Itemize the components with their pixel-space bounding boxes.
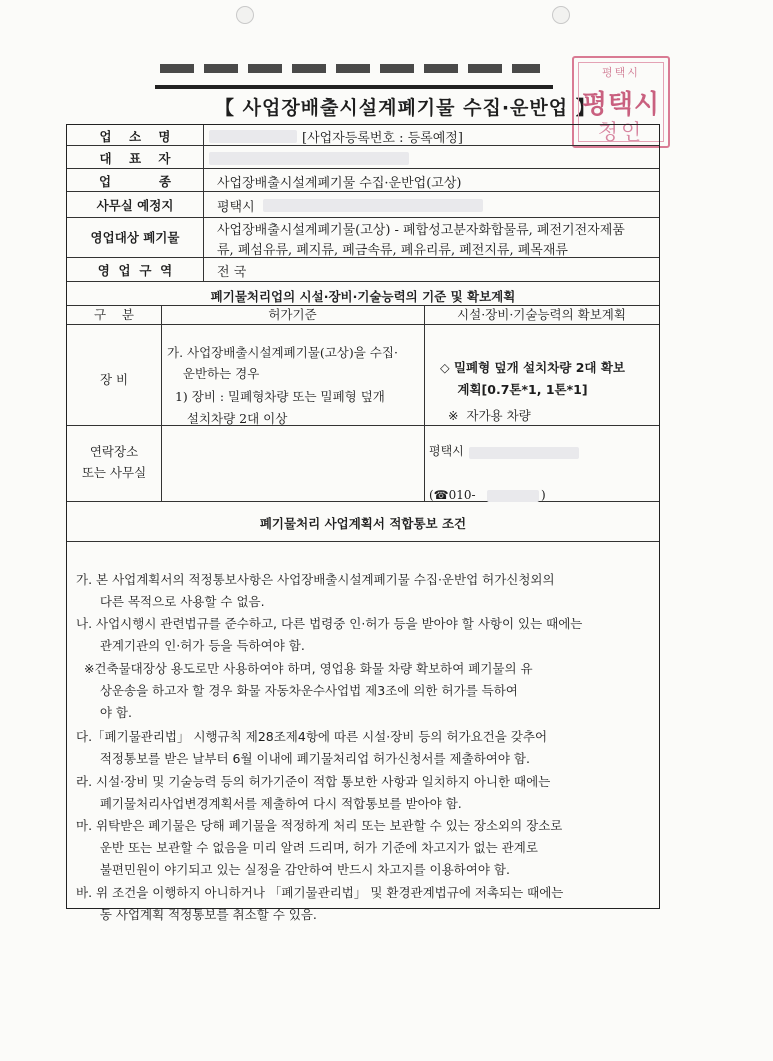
contact-phone: (☎010-: [429, 488, 476, 502]
facility-header-plan: 시설·장비·기술능력의 확보계획: [457, 307, 626, 322]
cropped-title-remnant: [160, 64, 540, 73]
condition-line: 동 사업계획 적정통보를 취소할 수 있음.: [76, 907, 317, 922]
condition-line: 적정통보를 받은 날부터 6월 이내에 폐기물처리업 허가신청서를 제출하여야 함.: [76, 751, 530, 766]
redacted-office-address: [263, 199, 483, 212]
seal-text-bottom: 청인: [597, 120, 645, 144]
condition-note-line: ※건축물대장상 용도로만 사용하여야 하며, 영업용 화물 차량 확보하여 폐기물의 유: [76, 661, 533, 676]
title-rule: [155, 85, 553, 89]
condition-line: 나. 사업시행시 관련법규를 준수하고, 다른 법령중 인·허가 등을 받아야 할 사항이 있는 때에는: [76, 616, 583, 631]
condition-line: 운반 또는 보관할 수 없음을 미리 알려 드리며, 허가 기준에 차고지가 없는 관계로: [76, 840, 538, 855]
redacted-representative: [209, 152, 409, 165]
contact-phone-close: ): [541, 488, 546, 502]
condition-note-line: 야 함.: [76, 705, 132, 720]
condition-line: 관계기관의 인·허가 등을 득하여야 함.: [76, 638, 305, 653]
criteria-line-2: 운반하는 경우: [167, 366, 260, 381]
plan-line-1: ◇ 밀폐형 덮개 설치차량 2대 확보: [440, 360, 625, 375]
redacted-business-name: [209, 130, 297, 143]
seal-text-top: 평택시: [602, 66, 640, 79]
punch-hole-left: [236, 6, 254, 24]
facility-category-contact-line-2: 또는 사무실: [81, 465, 147, 480]
condition-note-line: 상운송을 하고자 할 경우 화물 자동차운수사업법 제3조에 의한 허가를 득하여: [76, 683, 518, 698]
redacted-phone: [487, 490, 539, 502]
condition-line: 마. 위탁받은 폐기물은 당해 폐기물을 적정하게 처리 또는 보관할 수 있는 장소외의 장소로: [76, 818, 563, 833]
condition-line: 폐기물처리사업변경계획서를 제출하여 다시 적합통보를 받아야 함.: [76, 796, 462, 811]
facility-section-title: 폐기물처리업의 시설·장비·기술능력의 기준 및 확보계획: [210, 289, 516, 304]
document-subtitle: 【 사업장배출시설계폐기물 수집·운반업 】: [215, 97, 596, 119]
condition-line: 가. 본 사업계획서의 적정통보사항은 사업장배출시설계폐기물 수집·운반업 허가신청외의: [76, 572, 555, 587]
label-business-area: 영 업 구 역: [97, 263, 173, 278]
document-frame: [66, 124, 660, 922]
condition-line: 다른 목적으로 사용할 수 없음.: [76, 594, 265, 609]
plan-line-2: 계획[0.7톤*1, 1톤*1]: [440, 382, 588, 397]
condition-line: 바. 위 조건을 이행하지 아니하거나 「폐기물관리법」 및 환경관계법규에 저촉되는 때에는: [76, 885, 564, 900]
label-target-waste: 영업대상 폐기물: [90, 230, 180, 245]
seal-text-mid: 평택시: [581, 90, 661, 120]
value-business-type: 사업장배출시설계폐기물 수집·운반업(고상): [217, 176, 462, 191]
value-business-area: 전 국: [217, 265, 247, 280]
punch-hole-right: [552, 6, 570, 24]
facility-category-contact-line-1: 연락장소: [89, 444, 139, 459]
value-target-waste-line-2: 류, 폐섬유류, 폐지류, 폐금속류, 폐유리류, 폐전지류, 폐목재류: [217, 243, 568, 258]
redacted-contact-address: [469, 447, 579, 459]
condition-line: 다.「폐기물관리법」 시행규칙 제28조제4항에 따른 시설·장비 등의 허가요건을 갖추어: [76, 729, 548, 744]
plan-line-3: ※ 자가용 차량: [440, 408, 531, 423]
criteria-line-4: 설치차량 2대 이상: [167, 411, 288, 426]
label-business-name: 업 소 명: [99, 129, 171, 144]
label-business-type: 업 종: [98, 174, 172, 189]
value-business-reg-number: [사업자등록번호 : 등록예정]: [302, 131, 463, 146]
facility-header-category: 구 분: [93, 307, 135, 322]
contact-address: 평택시: [429, 444, 464, 458]
criteria-line-3: 1) 장비 : 밀폐형차량 또는 밀폐형 덮개: [167, 389, 385, 404]
condition-line: 불편민원이 야기되고 있는 실정을 감안하여 반드시 차고지를 이용하여야 함.: [76, 862, 510, 877]
conditions-section-title: 폐기물처리 사업계획서 적합통보 조건: [259, 516, 467, 531]
criteria-line-1: 가. 사업장배출시설계폐기물(고상)을 수집·: [167, 345, 398, 360]
value-target-waste-line-1: 사업장배출시설계폐기물(고상) - 폐합성고분자화합물류, 폐전기전자제품: [217, 223, 625, 238]
facility-category-equipment: 장 비: [99, 372, 129, 387]
label-representative: 대 표 자: [99, 151, 171, 166]
facility-header-criteria: 허가기준: [268, 307, 317, 322]
label-office-site: 사무실 예정지: [96, 198, 174, 213]
value-office-site: 평택시: [217, 200, 255, 215]
condition-line: 라. 시설·장비 및 기술능력 등의 허가기준이 적합 통보한 사항과 일치하지 아니한 때에는: [76, 774, 551, 789]
